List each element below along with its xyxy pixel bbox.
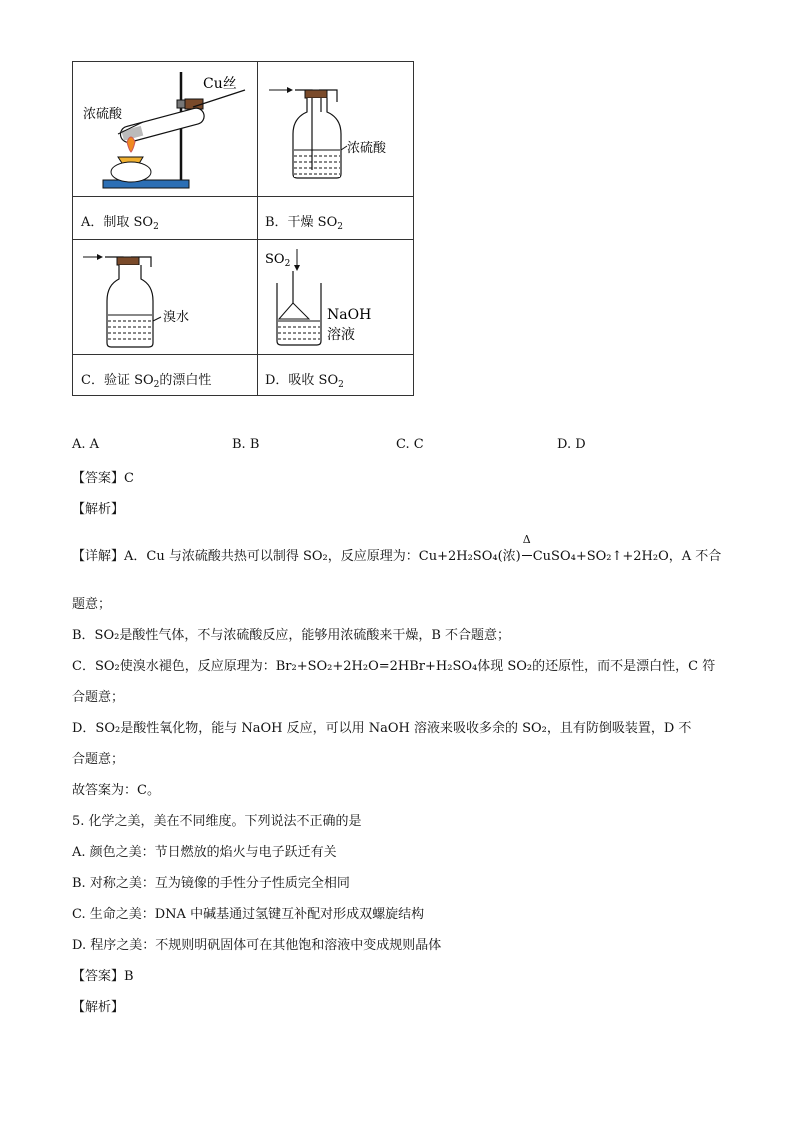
cu-acid-heating-apparatus-figure xyxy=(73,62,257,196)
bromine-water-bottle-figure xyxy=(73,239,257,354)
bromine-water-label: 溴水 xyxy=(163,310,190,325)
question-5-option-d: D. 程序之美：不规则明矾固体可在其他饱和溶液中变成规则晶体 xyxy=(72,938,442,953)
analysis-tag-2: 【解析】 xyxy=(72,1000,125,1015)
analysis-tag-1: 【解析】 xyxy=(72,502,125,517)
so2-label: $SO_2$ xyxy=(265,252,291,269)
detail-line-d: D．SO₂是酸性氧化物，能与 NaOH 反应，可以用 NaOH 溶液来吸收多余的 SO₂，且有防倒吸装置，D 不 xyxy=(72,721,692,736)
choice-a: A. A xyxy=(72,437,100,452)
solution-label: 溶液 xyxy=(327,327,355,343)
detail-tag: 【详解】 xyxy=(72,549,125,564)
answer-2: 【答案】B xyxy=(72,969,134,984)
option-b-label: B．干燥 $SO_2$ xyxy=(265,215,343,232)
choice-b: B. B xyxy=(232,437,260,452)
cu-wire-label: Cu丝 xyxy=(203,76,237,92)
choice-c: C. C xyxy=(396,437,424,452)
option-d-label: D．吸收 $SO_2$ xyxy=(265,373,344,390)
detail-line-c-cont: 合题意； xyxy=(72,690,125,705)
choice-d: D. D xyxy=(557,437,586,452)
option-a-label: A．制取 $SO_2$ xyxy=(81,215,159,232)
answer-1: 【答案】C xyxy=(72,471,134,486)
answer-tag: 【答案】 xyxy=(72,471,125,486)
detail-line-d-cont: 合题意； xyxy=(72,752,125,767)
conclusion: 故答案为：C。 xyxy=(72,783,160,798)
detail-line-b: B．SO₂是酸性气体，不与浓硫酸反应，能够用浓硫酸来干燥，B 不合题意； xyxy=(72,628,511,643)
table-divider xyxy=(73,354,413,355)
answer-tag: 【答案】 xyxy=(72,969,125,984)
table-divider xyxy=(73,196,413,197)
detail-line-a: 【详解】A．Cu 与浓硫酸共热可以制得 SO₂，反应原理为：Cu+2H₂SO₄(浓) Δ CuSO₄+SO₂↑+2H₂O，A 不合 xyxy=(72,533,722,564)
detail-line-a-cont: 题意； xyxy=(72,597,112,612)
apparatus-table xyxy=(72,61,414,396)
naoh-absorption-beaker-figure xyxy=(257,239,415,354)
question-5-option-b: B. 对称之美：互为镜像的手性分子性质完全相同 xyxy=(72,876,350,891)
acid-label: 浓硫酸 xyxy=(347,141,387,156)
detail-line-c: C．SO₂使溴水褪色，反应原理为：Br₂+SO₂+2H₂O=2HBr+H₂SO₄体现 SO₂的还原性，而不是漂白性，C 符 xyxy=(72,659,716,674)
heat-delta: Δ xyxy=(522,533,531,546)
question-5-option-c: C. 生命之美：DNA 中碱基通过氢键互补配对形成双螺旋结构 xyxy=(72,907,425,922)
naoh-label: NaOH xyxy=(327,307,372,323)
acid-label: 浓硫酸 xyxy=(83,107,123,122)
question-5-stem: 5. 化学之美，美在不同维度。下列说法不正确的是 xyxy=(72,814,362,829)
gas-washing-bottle-figure xyxy=(257,62,415,196)
question-5-option-a: A. 颜色之美：节日燃放的焰火与电子跃迁有关 xyxy=(72,845,337,860)
option-c-label: C．验证 $SO_2$的漂白性 xyxy=(81,373,212,390)
